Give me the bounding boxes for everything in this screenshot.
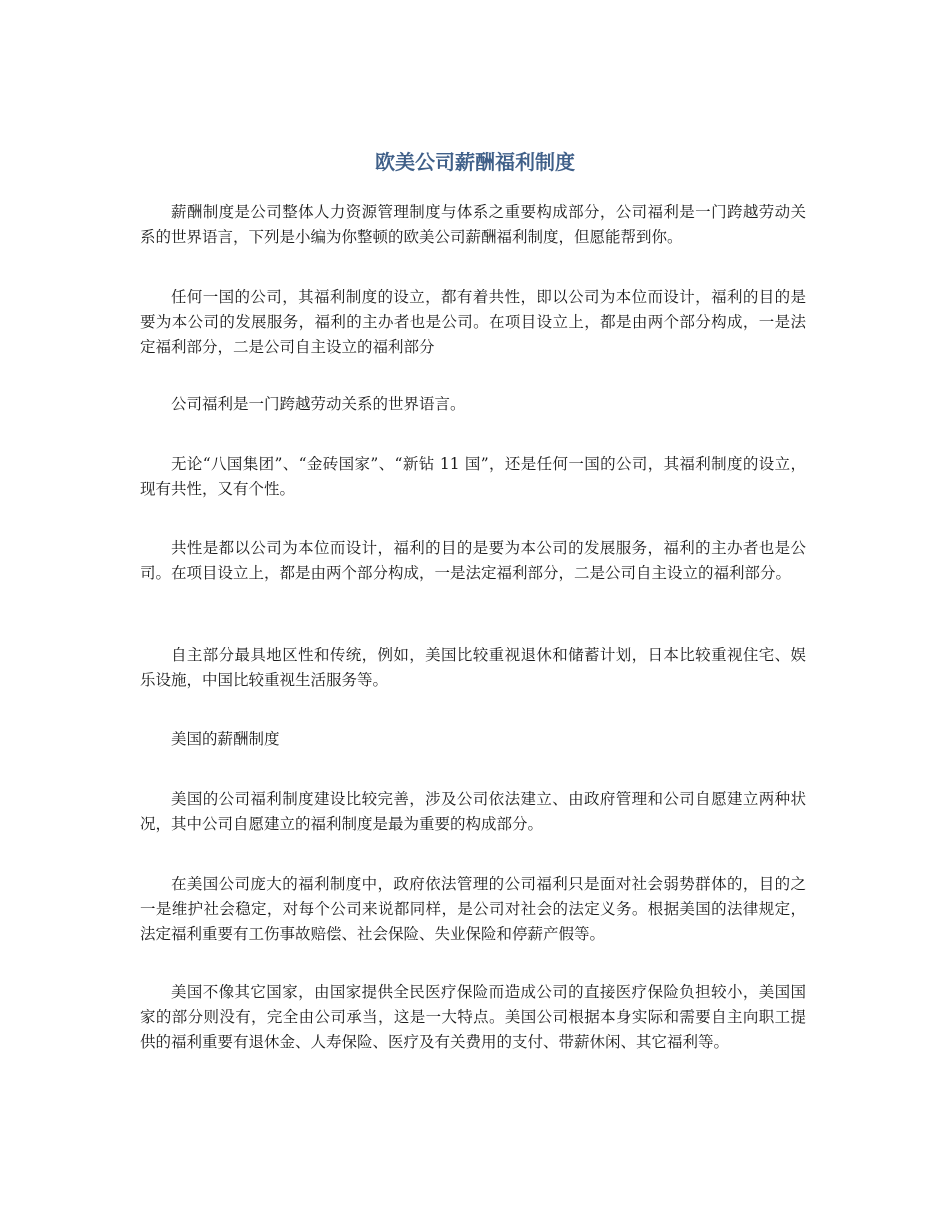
paragraph-common-structure: 任何一国的公司，其福利制度的设立，都有着共性，即以公司为本位而设计，福利的目的是要为本公司的发展服务，福利的主办者也是公司。在项目设立上，都是由两个部分构成，一是法定福利部分，二是公司自主设立的福利部分 bbox=[140, 288, 806, 356]
paragraph-us-overview: 美国的公司福利制度建设比较完善，涉及公司依法建立、由政府管理和公司自愿建立两种状况，其中公司自愿建立的福利制度是最为重要的构成部分。 bbox=[140, 790, 806, 833]
paragraph-commonality: 共性是都以公司为本位而设计，福利的目的是要为本公司的发展服务，福利的主办者也是公司。在项目设立上，都是由两个部分构成，一是法定福利部分，二是公司自主设立的福利部分。 bbox=[140, 539, 806, 582]
paragraph-world-language: 公司福利是一门跨越劳动关系的世界语言。 bbox=[171, 395, 466, 413]
paragraph-us-statutory: 在美国公司庞大的福利制度中，政府依法管理的公司福利只是面对社会弱势群体的，目的之一是维护社会稳定，对每个公司来说都同样，是公司对社会的法定义务。根据美国的法律规定，法定福利重要有工伤事故赔偿、社会保险、失业保险和停薪产假等。 bbox=[140, 875, 806, 943]
paragraph-regional-traits: 自主部分最具地区性和传统，例如，美国比较重视退休和储蓄计划，日本比较重视住宅、娱乐设施，中国比较重视生活服务等。 bbox=[140, 646, 806, 689]
section-heading-us-system: 美国的薪酬制度 bbox=[171, 730, 280, 748]
paragraph-country-groups: 无论“八国集团”、“金砖国家”、“新钻 11 国”，还是任何一国的公司，其福利制度的设立，现有共性，又有个性。 bbox=[140, 455, 806, 498]
paragraph-us-voluntary: 美国不像其它国家，由国家提供全民医疗保险而造成公司的直接医疗保险负担较小，美国国家的部分则没有，完全由公司承当，这是一大特点。美国公司根据本身实际和需要自主向职工提供的福利重要有退休金、人寿保险、医疗及有关费用的支付、带薪休闲、其它福利等。 bbox=[140, 983, 806, 1051]
paragraph-intro: 薪酬制度是公司整体人力资源管理制度与体系之重要构成部分，公司福利是一门跨越劳动关系的世界语言，下列是小编为你整顿的欧美公司薪酬福利制度，但愿能帮到你。 bbox=[140, 203, 806, 246]
page-title: 欧美公司薪酬福利制度 bbox=[375, 150, 575, 174]
